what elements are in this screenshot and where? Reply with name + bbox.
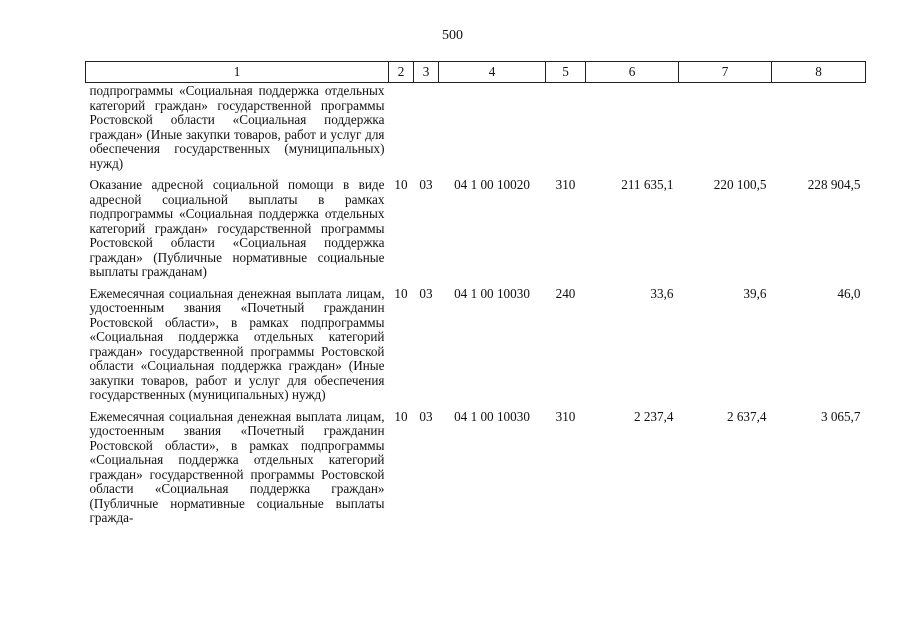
row-subsection: 03: [419, 177, 433, 192]
header-col-3: 3: [414, 62, 439, 83]
row-expense-type: [546, 83, 586, 177]
row-amount-col8: 46,0: [837, 285, 861, 301]
row-subsection: [414, 83, 439, 177]
row-amount-col8: 228 904,5: [807, 177, 861, 192]
header-col-2: 2: [389, 62, 414, 83]
row-target-code: [439, 83, 546, 177]
page-number: 500: [442, 28, 463, 43]
row-section: [389, 83, 414, 177]
table-row: [86, 285, 866, 408]
row-expense-type: 310: [555, 177, 576, 192]
row-amount-col6: 33,6: [650, 285, 674, 301]
row-target-code: 04 1 00 10030: [454, 285, 530, 301]
table-row: [86, 408, 866, 531]
row-subsection: 03: [419, 285, 433, 301]
header-col-6: 6: [586, 62, 679, 83]
header-col-8: 8: [772, 62, 866, 83]
header-col-1: 1: [86, 62, 389, 83]
row-amount-col7: [679, 83, 772, 177]
table-body: [86, 83, 866, 531]
row-amount-col6: 211 635,1: [621, 177, 674, 192]
row-section: 10: [394, 285, 408, 301]
row-description: подпрограммы «Социальная поддержка отдельных категорий граждан» государственной программы Ростовской области «Социальная поддержка граждан» (Иные закупки товаров, работ и услуг для обеспечения государственных (муниципальных) нужд): [89, 83, 385, 171]
header-col-5: 5: [546, 62, 586, 83]
table-row: [86, 176, 866, 285]
row-expense-type: 310: [555, 408, 576, 424]
header-row: [86, 62, 866, 83]
table-row: [86, 83, 866, 177]
row-description: Оказание адресной социальной помощи в виде адресной социальной выплаты в рамках подпрограммы «Социальная поддержка отдельных категорий граждан» государственной программы Ростовской области «Социальная поддержка граждан» (Публичные нормативные социальные выплаты гражданам): [89, 177, 385, 279]
row-amount-col7: 220 100,5: [713, 177, 767, 192]
budget-table: [85, 61, 866, 531]
row-amount-col7: 2 637,4: [726, 408, 767, 424]
row-amount-col8: 3 065,7: [820, 408, 861, 424]
row-amount-col7: 39,6: [743, 285, 767, 301]
row-section: 10: [394, 177, 408, 192]
row-section: 10: [394, 408, 408, 424]
header-col-7: 7: [679, 62, 772, 83]
header-col-4: 4: [439, 62, 546, 83]
table-header: [86, 62, 866, 83]
row-description: Ежемесячная социальная денежная выплата лицам, удостоенным звания «Почетный гражданин Ростовской области», в рамках подпрограммы «Социальная поддержка отдельных категорий граждан» государственной программы Ростовской области «Социальная поддержка граждан» (Иные закупки товаров, работ и услуг для обеспечения государственных (муниципальных) нужд): [89, 285, 385, 402]
row-amount-col6: 2 237,4: [633, 408, 674, 424]
row-amount-col8: [772, 83, 866, 177]
row-expense-type: 240: [555, 285, 576, 301]
row-description: Ежемесячная социальная денежная выплата лицам, удостоенным звания «Почетный гражданин Ростовской области», в рамках подпрограммы «Социальная поддержка отдельных категорий граждан» государственной программы Ростовской области «Социальная поддержка граждан» (Публичные нормативные социальные выплаты гражда-: [89, 408, 385, 525]
row-subsection: 03: [419, 408, 433, 424]
row-amount-col6: [586, 83, 679, 177]
row-target-code: 04 1 00 10020: [454, 177, 530, 192]
row-target-code: 04 1 00 10030: [454, 408, 530, 424]
